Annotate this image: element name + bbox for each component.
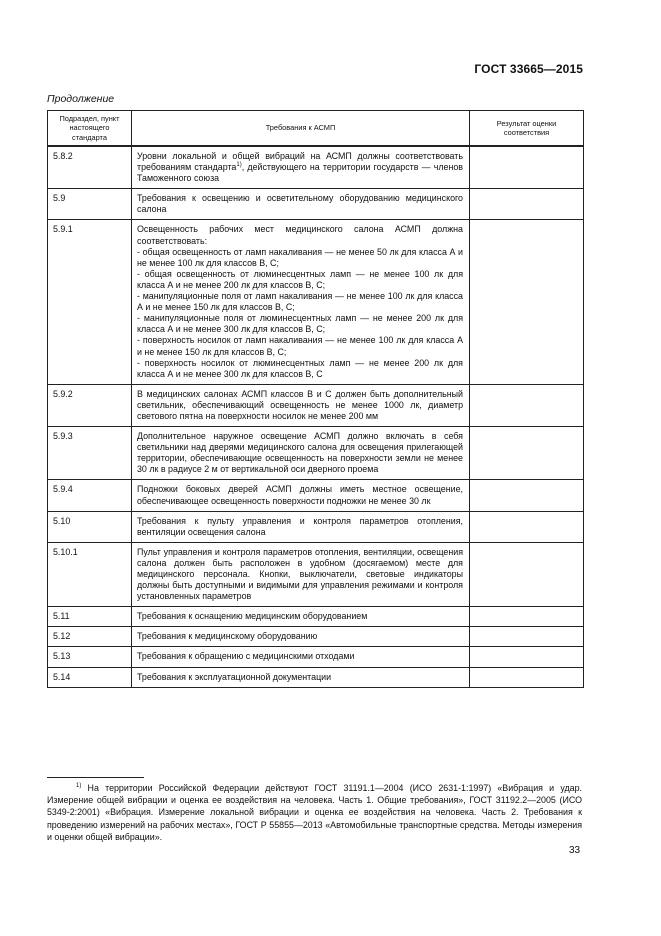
section-number: 5.14 [48, 667, 132, 687]
requirement-line: Требования к эксплуатационной документации [137, 671, 332, 682]
requirement-line: - поверхность носилок от ламп накаливания — не менее 100 лк для класса А и не менее 150 лк для классов В, С; [137, 335, 463, 357]
table-row [48, 667, 584, 687]
assessment-result [470, 480, 584, 511]
page-number: 33 [569, 845, 581, 856]
table-row [48, 480, 584, 511]
requirement-text [132, 384, 470, 426]
requirement-line: Требования к оснащению медицинским оборудованием [137, 611, 368, 622]
requirement-text [132, 146, 470, 189]
continuation-label: Продолжение [47, 93, 115, 105]
requirement-line: Освещенность рабочих мест медицинского салона АСМП должна соответствовать: [137, 224, 463, 246]
assessment-result [470, 384, 584, 426]
column-header-section: Подраздел, пункт настоящего стандарта [48, 111, 132, 147]
section-number: 5.9.3 [48, 427, 132, 480]
requirement-text [132, 511, 470, 542]
assessment-result [470, 647, 584, 667]
requirement-text [132, 627, 470, 647]
assessment-result [470, 427, 584, 480]
requirement-line: В медицинских салонах АСМП классов В и С должен быть дополнительный светильник, обеспечивающий освещенность не менее 1000 лк, диаметр светового пятна на поверхности носилок не менее 200 мм [137, 388, 463, 421]
table-row [48, 384, 584, 426]
requirement-line: - общая освещенность от ламп накаливания — не менее 50 лк для класса А и не менее 100 лк для классов В, С; [137, 246, 463, 268]
table-header-row [48, 111, 584, 147]
requirement-text-part: Уровни локальной и общей вибраций на АСМП должны соответствовать требованиям стандарта [137, 151, 463, 173]
requirement-line: Требования к освещению и осветительному оборудованию медицинского салона [137, 193, 463, 215]
requirement-text [132, 427, 470, 480]
requirement-line: - поверхность носилок от люминесцентных ламп — не менее 200 лк для класса А и не менее 300 лк для классов В, С [137, 357, 463, 379]
table-row [48, 607, 584, 627]
table-row [48, 189, 584, 220]
requirement-text [132, 189, 470, 220]
footnote-marker: 1) [76, 783, 82, 790]
table-row [48, 647, 584, 667]
assessment-result [470, 189, 584, 220]
requirement-line: Дополнительное наружное освещение АСМП должно включать в себя светильники над дверями медицинского салона для освещения прилегающей территории, обеспечивающие освещенность на поверхности земли не менее 30 лк в радиусе 2 м от вертикальной оси дверного проема [137, 431, 463, 475]
table-row [48, 146, 584, 189]
section-number: 5.9.1 [48, 220, 132, 384]
section-number: 5.9 [48, 189, 132, 220]
section-number: 5.10.1 [48, 542, 132, 606]
requirement-text [132, 542, 470, 606]
table-row [48, 542, 584, 606]
requirement-text [132, 220, 470, 384]
table-body [48, 146, 584, 687]
section-number: 5.9.2 [48, 384, 132, 426]
section-number: 5.8.2 [48, 146, 132, 189]
column-header-result: Результат оценки соответствия [470, 111, 584, 147]
table-row [48, 627, 584, 647]
assessment-result [470, 607, 584, 627]
requirement-line: Требования к пульту управления и контроля параметров отопления, вентиляции освещения салона [137, 515, 463, 537]
table-row [48, 220, 584, 384]
table-row [48, 511, 584, 542]
footnote-divider [47, 777, 144, 778]
section-number: 5.10 [48, 511, 132, 542]
requirement-text [132, 667, 470, 687]
section-number: 5.13 [48, 647, 132, 667]
table-row [48, 427, 584, 480]
assessment-result [470, 627, 584, 647]
assessment-result [470, 511, 584, 542]
requirements-table [47, 110, 584, 688]
requirement-line: Требования к медицинскому оборудованию [137, 631, 318, 642]
requirement-line: Требования к обращению с медицинскими отходами [137, 651, 355, 662]
requirement-line: Пульт управления и контроля параметров отопления, вентиляции, освещения салона должен быть расположен в удобном (досягаемом) месте для медицинского персонала. Кнопки, выключатели, световые индикаторы должны быть доступными и видимыми для управления режимами и контроля установленных параметров [137, 546, 463, 602]
assessment-result [470, 220, 584, 384]
footnote-text: На территории Российской Федерации действуют ГОСТ 31191.1—2004 (ИСО 2631-1:1997) «Вибрация и удар. Измерение общей вибрации и оценка ее воздействия на человека. Часть 1. Общие требования», ГОСТ 31192.2—2005 (ИСО 5349-2:2001) «Вибрация. Измерение локальной вибрации и оценка ее воздействия на человека. Часть 2. Требования к проведению измерений на рабочих местах», ГОСТ Р 55855—2013 «Автомобильные транспортные средства. Методы измерения и оценки общей вибрации». [47, 783, 582, 842]
footnote [47, 782, 582, 843]
assessment-result [470, 542, 584, 606]
requirement-line: - манипуляционные поля от люминесцентных ламп — не менее 200 лк для класса А и не менее 300 лк для классов В, С; [137, 313, 463, 335]
requirement-line: Подножки боковых дверей АСМП должны иметь местное освещение, обеспечивающее освещенность поверхности подножки не менее 30 лк [137, 484, 463, 506]
column-header-requirements: Требования к АСМП [132, 111, 470, 147]
requirement-text-part: , действующего на территории государств — членов Таможенного союза [137, 162, 463, 184]
footnote-reference: 1) [236, 162, 242, 169]
section-number: 5.9.4 [48, 480, 132, 511]
assessment-result [470, 146, 584, 189]
section-number: 5.11 [48, 607, 132, 627]
requirement-line: - общая освещенность от люминесцентных ламп — не менее 100 лк для класса А и не менее 200 лк для классов В, С; [137, 268, 463, 290]
requirement-text [132, 647, 470, 667]
requirement-text [132, 607, 470, 627]
requirement-text [132, 480, 470, 511]
document-header: ГОСТ 33665—2015 [474, 62, 583, 76]
section-number: 5.12 [48, 627, 132, 647]
assessment-result [470, 667, 584, 687]
requirement-line: - манипуляционные поля от ламп накаливания — не менее 100 лк для класса А и не менее 150 лк для классов В, С; [137, 291, 463, 313]
